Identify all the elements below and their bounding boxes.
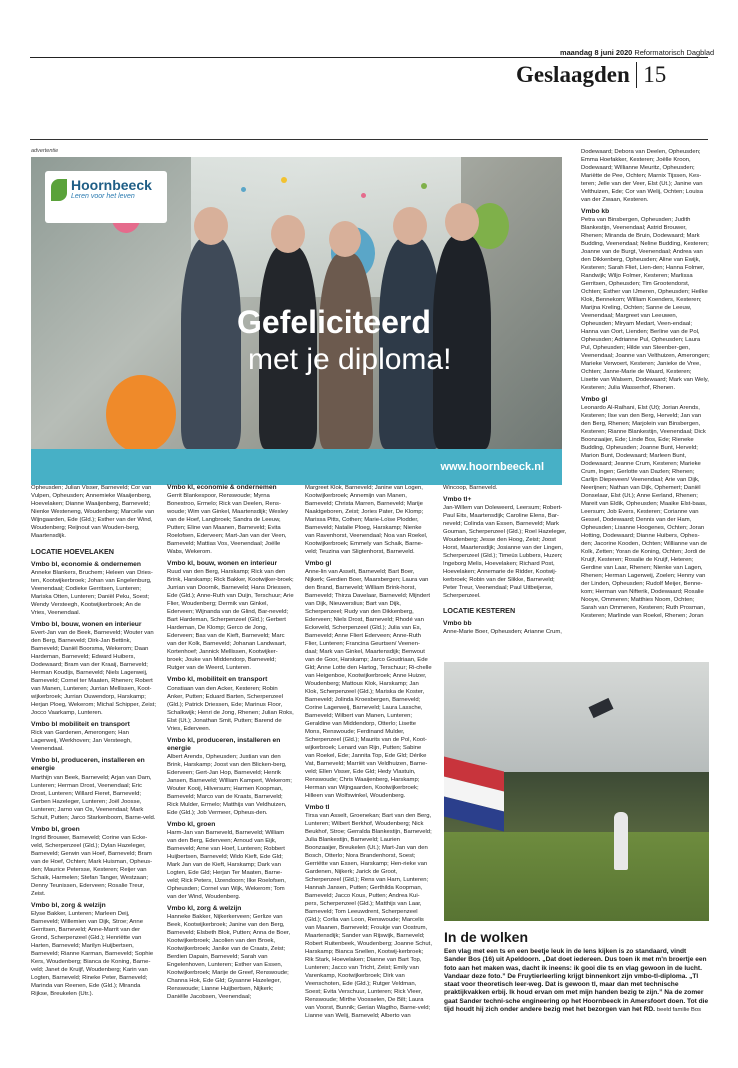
subheading: Vmbo kl, mobiliteit en transport xyxy=(167,676,268,684)
confetti xyxy=(421,183,427,189)
column-text: Constiaan van den Acker, Kesteren; Robin Anker, Putten; Eduard Barten, Scherpenzeel (Gld.); Patrick Driessen, Ede; Marinus Floor, Schalkwijk; Henri de Jong, Rhenen; Julian Roks, Elst (Ut.); Jonathan Smit, Putten; Barend de Vries, Ederveen. xyxy=(167,685,294,732)
subheading: Vmbo bl mobiliteit en transport xyxy=(31,721,130,728)
article-column-3 xyxy=(305,484,432,1020)
advertisement-label: advertentie xyxy=(31,148,59,154)
subheading: Vmbo bl, produceren, installeren en energie xyxy=(31,757,145,773)
subheading: Vmbo kl, bouw, wonen en interieur xyxy=(167,560,278,568)
page-number: 15 xyxy=(643,62,667,87)
column-text: Anne-Marie Boer, Opheusden; Arianne Crum, xyxy=(443,629,562,635)
subheading: Vmbo bl, zorg & welzijn xyxy=(31,901,106,909)
subheading: Vmbo bl, economie & ondernemen xyxy=(31,560,141,568)
top-separator xyxy=(30,139,708,140)
logo-tagline: Leren voor het leven xyxy=(71,193,135,200)
student-head xyxy=(445,203,479,241)
subheading: Vmbo kl, zorg & welzijn xyxy=(167,905,242,913)
hoornbeeck-logo xyxy=(45,171,167,223)
subheading: Vmbo tl+ xyxy=(443,496,472,503)
news-body xyxy=(444,948,709,1014)
logo-brand: Hoornbeeck xyxy=(71,177,152,193)
student-head xyxy=(329,221,361,257)
standing-boy xyxy=(614,812,628,870)
confetti xyxy=(241,187,246,192)
student-figure xyxy=(433,235,491,449)
confetti xyxy=(281,177,287,183)
subheading: Vmbo kb xyxy=(581,208,610,215)
confetti xyxy=(361,193,366,198)
column-text: Elyse Bakker, Lunteren; Marleen Deij, Barneveld; Willemien van Dijk, Stroe; Anne Gerritsen, Barneveld; Anne-Marrit van der Grond, Scherpenzeel (Gld.); Henriëtte van Harten, Barneveld; Marilyn Huijbertsen, Barneveld; Rianne Karman, Barneveld; Sophie Kers, Woudenberg; Bianca de Koning, Barne-veld; Janet de Kruijf, Woudenberg; Karin van Logten, Barneveld; Rineke Peter, Barneveld; Marinda van Reenen, Ede (Gld.); Miranda Rijkse, Breukelen (Utr.). xyxy=(31,911,154,998)
subheading: Vmbo tl xyxy=(305,804,330,812)
column-text: Evert-Jan van de Beek, Barneveld; Wouter van den Berg, Barneveld; Dirk-Jan Bettink, Barneveld; Daniël Boorsma, Wekerom; Daan Hardeman, Barneveld; Edward Huibers, Dodewaard; Bram van der Kraaij, Barneveld; Herman Koudijs, Barneveld; Niels Lagerweij, Barneveld; Cornel ter Maaten, Rhenen; Robert van Manen, Lunteren; Jurrian Mellissen, Koot-wijkerbroek; Jurrian Ouwendorp, Harskamp; Herjan Ploeg, Wekerom; Michal Schipper, Zeist; Jocco Vaarkamp, Lunteren. xyxy=(31,630,156,716)
ad-subheadline: met je diploma! xyxy=(248,343,452,376)
orange-balloon xyxy=(106,375,176,453)
subheading: Vmbo bb xyxy=(443,619,472,627)
column-text: Anneke Blankers, Bruchem; Heleen van Dries-ten, Kootwijkerbroek; Johan van Engelenburg, Veenendaal; Codieke Gerritsen, Lunteren; Mariska Otten, Lunteren; Daniël Peku, Soest; Wendy Versteegh, Kootwijkerbroek; An de Vries, Veenendaal. xyxy=(31,569,153,616)
subheading: Vmbo bl, groen xyxy=(31,825,80,833)
column-text: Margreet Klok, Barneveld; Janine van Logen, Kootwijkerbroek; Annemijn van Manen, Barneveld; Christa Marren, Barneveld; Marije Naaktgeboren, Zeist; Jories Pater, De Klomp; Marissa Pitts, Cothen; Marie-Loïse Plodder, Barneveld; Natalie Ploeg, Harskamp; Nienke van Ravenhorst, Veenendaal; Noa van Roekel, Kootwijkerbroek; Emmely van Schaik, Barne-veld; Teuzina van Sligtenhorst, Barneveld. xyxy=(305,485,428,555)
article-column-1 xyxy=(31,484,156,998)
header-rule xyxy=(30,57,708,58)
column-text: Leonardo Al-Raihani, Elst (Ut); Jorian Arends, Kesteren; Ilse van den Berg, Herveld; Jan van den Berg, Rhenen; Marjolein van Binsbergen, Kesteren; Rianne Blankestijn, Veenendaal; Dick Boonzaaijer, Ede; Linde Bos, Ede; Rieneke Budding, Opheusden; Joanne Bunt, Herveld; Marion Bunt, Dodewaard; Marleen Bunt, Dodewaard; Jeanne Crum, Kesteren; Marieke Crum, Ingen; Gerlotte van Dazlen; Rhenen; Carlijn Diepeveen/ Veenendaal; Arie van Dijk, Neerijnen; Nathan van Dijk, Ophemert; Daniël Donselaar, Elst (Ut.); Anne Eerland, Rhenen; Mareit van Eldik, Opheusden; Maaike Elst-baas, Leersum; Job Evers, Kesteren; Corianne van Gessel, Dodewaard; Dennis van der Ham, Opheusden; Lisanne Hoogenes, Ochten; Joran Hotting, Dodewaard; Dianne Huibers, Ophes-den; Jacorine Kooden, Ochten; Willianne van de Kolk, Zetten; Yoran de Koning, Ochten; Jordi de Kruijf, Kesteren; Rosalie de Kruijf, Heteren; Gerdine van Laar, Rhenen; Nienke van Lagen, Rhenen; Herman Lagerweij, Zoelen; Henny van der Linden, Opheusden; Rudolf Meijer, Benne-kom; Herman van Nifterik, Dodewaard; Rosalie Nooye, Ommeren; Matthies Noom, Ochten; Sarah van Ommeren, Kesteren; Ruth Prosman, Kesteren; Marlinde van Roekel, Rhenen; Joran xyxy=(581,405,708,620)
news-headline: In de wolken xyxy=(444,929,529,945)
student-head xyxy=(194,207,228,245)
news-text: Een vlag met een ts en een beetje leuk in de lens kijken is zo standaard, vindt Sander Bos (16) uit Apeldoorn. „Dat doet iedereen. Dus toen ik met m'n broertje een foto aan het maken was, dacht ik ineens: ik gooi die ts en vlag gewoon in de lucht. Vandaar deze foto.” De Fruytierleerling krijgt binnenkort zijn vmbo-tl-diploma. „Tl staat voor theoretisch leer-weg. Dat is gewoon tl, maar dan met technische praktijkvakken erbij. Ik houd ervan om met mijn handen bezig te zijn.” Na de zomer gaat Sander techni-sche engineering op het Hoornbeeck in Amersfoort doen. Tot die tijd houdt hij zich onder andere bezig met het bezorgen van het RD. xyxy=(444,948,709,1014)
hoornbeeck-advertisement xyxy=(31,157,562,485)
subheading: Vmbo kl, produceren, installeren en energie xyxy=(167,736,281,752)
ad-headline: Gefeliciteerd xyxy=(237,304,431,340)
section-header xyxy=(516,62,666,88)
ad-url: www.hoornbeeck.nl xyxy=(440,461,544,473)
column-text: Hanneke Bakker, Nijkerkerveen; Gerlize van Beek, Kootwijkerbroek; Janine van den Berg, Barneveld; Elsbeth Blok, Putten; Anna de Boer, Kootwijkerbroek; Jacolien van den Broek, Kootwijkerbroek; Janike van de Craats, Zeist; Berdien Dapain, Barneveld; Sarah van Engelenhoven, Lunteren; Esther van Essen, Kootwijkerbroek; Marije de Greef, Renswoude; Channa Hok, Ede Gld; Gysanne Hazeleger, Renswoude; Lianne Huijbertsen, Nijkerk; Daniëlle Jacobsen, Veenendaal; xyxy=(167,914,291,1001)
column-text: Wincoop, Barneveld. xyxy=(443,485,498,491)
section-title: Geslaagden xyxy=(516,62,630,87)
header-newspaper: Reformatorisch Dagblad xyxy=(634,48,715,57)
subheading: Vmbo gl xyxy=(305,560,332,567)
column-text: Opheusden; Julian Visser, Barneveld; Cor van Vulpen, Opheusden; Annemieke Waaijenberg, Hoevelaken; Dianne Waaijenberg, Barneveld; Nienke Westeneng, Woudenberg; Marcelle van Wijngaarden, Ede (Gld.); Esther van der Wind, Woudenberg; Reijnout van Wouden-berg, Maartensdijk. xyxy=(31,485,155,539)
article-column-2 xyxy=(167,484,294,1001)
column-text: Harm-Jan van Barneveld, Barneveld; William van den Berg, Ederveen; Arnoud van Eijk, Barneveld; Arne van Hoef, Lunteren; Robbert Huijbertsen, Barneveld; Wido Kieft, Ede Gld; Mark Jan van de Kieft, Harskamp; Dark van Logten, Ede Gld; Herjan Ter Maaten, Barne-veld; Rick Peters, IJzendoorn; Ilke Roelofsen, Opheusden; Cornel van Wijk, Wekerom; Tom van der Wind, Woudenberg. xyxy=(167,830,286,901)
subheading: Vmbo gl xyxy=(581,396,608,404)
column-text: Albert Arends, Opheusden; Justian van den Brink, Harskamp; Joost van den Blicken-berg, Ederveen; Gert-Jan Hop, Barneveld; Henrik Jansen, Barneveld; William Kampert, Wekerom; Wouter Kooij, Hilversum; Harmen Koopman, Barneveld; Marco van de Kraats, Barneveld; Rick Mulder, Ermelo; Matthijs van Veldhuizen, Ede (Gld.); Job Vermeer, Opheus-den. xyxy=(167,754,292,817)
student-figure xyxy=(181,237,241,449)
column-text: Petra van Binsbergen, Opheusden; Judith Blankestijn, Veenendaal; Astrid Brouwer, Rhenen; Miranda de Bruin, Dodewaard; Mark Budding, Veenendaal; Neline Budding, Kesteren; Joanne van de Burgt, Veenendaal; Andrea van den Dikkenberg, Opheusden; Aline van Ewijk, Kesteren; Sarah Fliet, Lien-den; Hanna Folmer, Randwijk; Wiljo Folmer, Kesteren; Marlissa Gerritsen, Opheusden; Tim Grootendorst, Ochten; Esther van IJmeren, Opheusden; Heilke Klok, Bennekom; William Koenders, Kesteren; Marijna Kreling, Ochten; Sanne de Leeuw, Veenendaal; Margreet van Leeuwen, Opheusden; Miryam Medart, Veen-endaal; Hanna van Oort, Lienden; Berline van de Pol, Opheusden; Adrianne Pul, Opheusden; Laura Pul, Opheusden; Hilde van Steenber-gen, Veenendaal; Joanne van Velthuizen, Amerongen; Marieke Verwoert, Kesteren; Janieke de Vree, Ochten; Janne-Marie de Waard, Kesteren; Lisette van Walsem, Dodewaard; Mark van Wely, Kesteren; Julia Wasserhof, Rhenen. xyxy=(581,217,710,392)
article-column-5 xyxy=(581,148,710,620)
subheading: Vmbo kl, groen xyxy=(167,821,216,829)
column-text: Marthijn van Beek, Barneveld; Arjan van Dam, Lunteren; Herman Drost, Veenendaal; Eric Drost, Lunteren; Willard Fieret, Barneveld; Gerben Hazeleger, Lunteren; Joël Joosse, Lunteren; Jarno van Os, Veenendaal; Mark Schuit, Putten; Jarco Starkenboom, Barne-veld. xyxy=(31,774,156,821)
column-text: Anne-lin van Asselt, Barneveld; Bart Boer, Nijkerk; Gerdien Boer, Maarsbergen; Laura van den Brand, Barneveld; William Brink-horst, Barneveld; Thirza Davelaar, Barneveld; Mijndert van Dijk, Nieuwerslius; Bart van Dijk, Scherpenzeel; Rudy van den Dikkenberg, Ederveen; Niels Drost, Barneveld; Rhodé van Eckeveld, Scherpenzeel (Gld.); Julia van Es, Barneveld; Anne Fliert Ederveen; Anne-Ruth Flier, Lunteren; Francina Geurtsen/ Veenen-daal; Mark van Ginkel, Maartensdijk; Benwout van de Goor, Harskamp; Jarco Goudriaan, Ede Gld; Anne Lotte den Hartog, Terschuur; Ri-chelle van Heigenboe, Kootwijkerbroek; Anne Huizer, Woudenberg; Mattous Klok, Harskamp; Jan Klok, Scherpenzeel (Gld.); Mariska de Koster, Barneveld; Jolinda Kroesbergen, Barneveld; Corine Lagerweij, Barneveld; Laura Lassche, Barneveld; Wilbert van Manen, Lunteren; Geraldine van Middendorp, Otterlo; Lisette Mons, Renswoude; Ferdinand Mulder, Scherpenzeel (Gld.); Maurits van de Pol, Koot-wijkerbroek; Lenard van Rijn, Putten; Sabine van Roekel, Ede; Jannita Top, Ede Gld; Dérike Vat, Barneveld; Marriët van Veldhuizen, Barne-veld; Ellen Visser, Ede Gld; Hedy Vlastuin, Renswoude; Chris Waaijenberg, Harskamp; Herman van Wijngaarden, Kootwijkerbroek; Hilleen van Wolfswinkel, Woudenberg. xyxy=(305,569,432,800)
header-date: maandag 8 juni 2020 xyxy=(560,48,633,57)
student-head xyxy=(271,215,305,253)
subheading: Vmbo kl, economie & ondernemen xyxy=(167,484,277,491)
column-text: Dodewaard; Debora van Deelen, Opheusden; Emma Hoefakker, Kesteren; Joëlle Kroon, Dodewaard; Willianne Meuritz, Opheusden; Mariëtte de Pee, Ochten; Marnix Tijssen, Kes-teren; Jelle van der Veer, Elst (Ut.); Janine van Velthuizen, Ede; Cor van Welij, Ochten; Louisa van der Zwaan, Kesteren. xyxy=(581,149,704,203)
news-photo xyxy=(444,662,709,921)
header-date-line xyxy=(560,48,714,57)
photo-grass xyxy=(444,832,709,921)
column-text: Jan-Willem van Doleweerd, Leersum; Robert-Paul Eits, Maartensdijk; Caroline Elens, Bar-neveld; Colinda van Essen, Barneveld; Mark Gouman, Scherpenzeel (Gld.); Roel Hazeleger, Woudenberg; Jesse den Hoog, Zeist; Joost Horst, Maartensdijk; Josianne van der Lingen, Scherpenzeel (Gld.); Timeús Lubbers, Huzen; Ingeborg Melis, Hoevelaken; Richard Post, Hoevelaken; Annemarie de Ridder, Kootwij-kerbroek; Robin van der Slikke, Barneveld; Peter Treur, Veenendaal; Paul Uitbeijerse, Scherpenzeel. xyxy=(443,505,567,600)
subheading: Vmbo bl, bouw, wonen en interieur xyxy=(31,620,142,628)
student-head xyxy=(393,207,427,245)
article-column-4 xyxy=(443,484,567,636)
column-text: Gerrit Blankespoor, Renswoude; Myrna Bonestroo, Ermelo; Rick van Deelen, Rens-woude; Wim van Ginkel, Maartensdijk; Wesley van de Hoef, Langbroek; Sandra de Leeuw, Putten; Eline van Maanen, Barneveld; Evita Roelofsen, Ederveen; Mart-Jan van der Veen, Barneveld; Mattias Vos, Veenendaal; Joëlle Wabs, Wekerom. xyxy=(167,493,289,556)
location-heading: LOCATIE HOEVELAKEN xyxy=(31,547,114,556)
photo-credit: beeld familie Bos xyxy=(656,1007,702,1014)
column-text: Ingrid Brouwer, Barneveld; Corine van Ecke-veld, Scherpenzeel (Gld.); Dylan Hazeleger, Barneveld; Gerwin van Hoef, Barneveld; Bram van de Hoef, Ochten; Mark Huisman, Opheus-den; Maurice Petersse, Kesteren; Reijer van Schaik, Harmelen; Stefan Tanger, Westzaan; Denny Teunissen, Ederveen; Rosalie Treur, Zeist. xyxy=(31,834,153,897)
column-text: Tirsa van Asselt, Groenekan; Bart van den Berg, Lunteren; Wilbert Berkhof, Woudenberg; Nick Beukhof, Stroe; Gerralda Blankestijn, Barneveld; Julia Blankestijn, Barneveld; Laurien Boonzaaijer, Breukelen (Ut.); Mart-Jan van den Bosch, Otterlo; Nora Brandenhorst, Soest; Gerriëtte van Essen, Harskamp; Hen-rieke van Gardenen, Nijkerk; Jarick de Groot, Scherpenzeel (Gld.); Rens van Harn, Lunteren; Hannah Jansen, Putten; Gerthilda Koopman, Barneveld; Jacco Kous, Putten; Andrea Kui-pers, Scherpenzeel (Gld.); Matthijs van Laar, Barneveld; Tom Leeuwdrent, Scherpenzeel (Gld.); Corlia van Loon, Renswoude; Marcelis van Maanen, Barneveld; Froukje van Oostrum, Maartensdijk; Sander van Rijswijk, Barneveld; Robert Ruitenbeek, Woudenberg; Joanne Schut, Harskamp; Bianca Snellen, Kootwij-kerbroek; Rik Stark, Hoevelaken; Dianne van Bart Top, Lunteren; Jacco van Tricht, Zeist; Emily van Varenkamp, Kootwijkerbroek; Dirk van Veenschoten, Ede (Gld.); Rutger Veldman, Soest; Evita Verschuur, Lunteren; Rick Vleer, Renswoude; Mirthe Voosselen, De Bilt; Laura van Voorst, Bunnik; Gerian Wagtho, Barne-veld; Lianne van Welij, Barneveld; Alberto van xyxy=(305,813,432,1020)
location-heading: LOCATIE KESTEREN xyxy=(443,606,516,616)
column-text: Ruud van den Berg, Harskamp; Rick van den Brink, Harskamp; Rick Bakker, Kootwijker-broek; Jurrian van Doornik, Barneveld; Hans Driessen, Ede (Gld.); Anne-Ruth van Duijn, Terschuur; Arie Flier, Woudenberg; Dermik van Ginkel, Ederveen; Wijnanda van de Glind, Bar-neveld; Bart Hardeman, Scherpenzeel (Gld.); Gerbert Hardeman, De Klomp; Gerco de Jong, Ederveen; Bas van de Kieft, Barneveld; Marc van der Kolk, Barneveld; Johanan Landwaart, Kortenhoef; Jannick Mellissen, Kootwijker-broek; Jouke van Middendorp, Barneveld; Rutger van de Weerd, Lunteren. xyxy=(167,569,294,672)
column-text: Rick van Gardenen, Amerongen; Han Lagerweij, Werkhoven; Jan Versteegh, Veenendaal. xyxy=(31,730,132,753)
hoornbeeck-logo-mark xyxy=(51,179,67,201)
section-divider xyxy=(636,62,638,88)
